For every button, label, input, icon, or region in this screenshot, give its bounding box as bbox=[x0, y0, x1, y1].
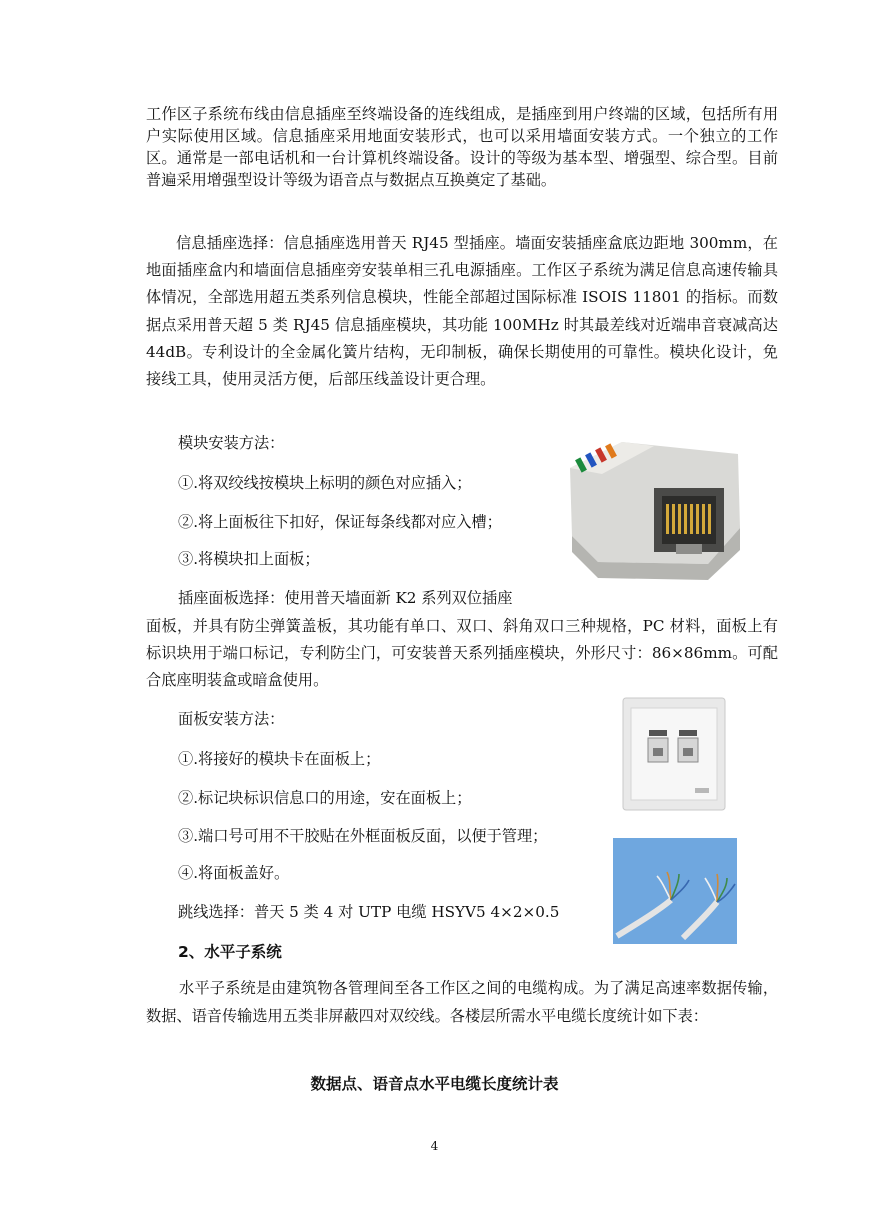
paragraph-work-area: 工作区子系统布线由信息插座至终端设备的连线组成，是插座到用户终端的区域，包括所有用户实际使用区域。信息插座采用地面安装形式，也可以采用墙面安装方式。一个独立的工作区。通常是一部电话机和一台计算机终端设备。设计的等级为基本型、增强型、综合型。目前普遍采用增强型设计等级为语音点与数据点互换奠定了基础。 bbox=[146, 105, 778, 189]
paragraph-horizontal-subsystem: 水平子系统是由建筑物各管理间至各工作区之间的电缆构成。为了满足高速率数据传输，数据、语音传输选用五类非屏蔽四对双绞线。各楼层所需水平电缆长度统计如下表： bbox=[146, 979, 778, 1025]
page-number: 4 bbox=[430, 1139, 439, 1153]
panel-step-2: ②.标记块标识信息口的用途，安在面板上； bbox=[178, 789, 472, 807]
utp-cable-image bbox=[613, 838, 737, 944]
panel-step-1: ①.将接好的模块卡在面板上； bbox=[178, 750, 381, 768]
panel-step-4: ④.将面板盖好。 bbox=[178, 864, 290, 882]
module-step-1: ①.将双绞线按模块上标明的颜色对应插入； bbox=[178, 474, 472, 492]
panel-install-title: 面板安装方法： bbox=[178, 710, 285, 728]
module-step-2: ②.将上面板往下扣好，保证每条线都对应入槽； bbox=[178, 513, 502, 531]
section-heading: 2、水平子系统 bbox=[178, 943, 282, 961]
module-step-3: ③.将模块扣上面板； bbox=[178, 550, 320, 568]
panel-step-3: ③.端口号可用不干胶贴在外框面板反面，以便于管理； bbox=[178, 827, 548, 845]
rj45-module-image bbox=[558, 432, 754, 584]
patch-cord-line: 跳线选择：普天 5 类 4 对 UTP 电缆 HSYV5 4×2×0.5 bbox=[178, 903, 560, 921]
panel-selection-line: 插座面板选择：使用普天墙面新 K2 系列双位插座 bbox=[178, 589, 513, 607]
paragraph-outlet-selection: 信息插座选择：信息插座选用普天 RJ45 型插座。墙面安装插座盒底边距地 300mm，在地面插座盒内和墙面信息插座旁安装单相三孔电源插座。工作区子系统为满足信息高速传输具体情况，全部选用超五类系列信息模块，性能全部超过国际标准 ISOIS 11801 的指标。而数据点采用普天超 5 类 RJ45 信息插座模块，其功能 100MHz 时其最差线对近端串音衰减高达 44dB。专利设计的全金属化簧片结构，无印制板，确保长期使用的可靠性。模块化设计，免接线工具，使用灵活方便，后部压线盖设计更合理。 bbox=[146, 234, 778, 389]
faceplate-image bbox=[615, 692, 733, 817]
panel-selection-paragraph: 面板，并具有防尘弹簧盖板，其功能有单口、双口、斜角双口三种规格，PC 材料，面板上有标识块用于端口标记，专利防尘门，可安装普天系列插座模块，外形尺寸：86×86mm。可配合底座明装盒或暗盒使用。 bbox=[146, 617, 778, 689]
table-caption: 数据点、语音点水平电缆长度统计表 bbox=[310, 1075, 559, 1093]
module-install-title: 模块安装方法： bbox=[178, 434, 285, 452]
